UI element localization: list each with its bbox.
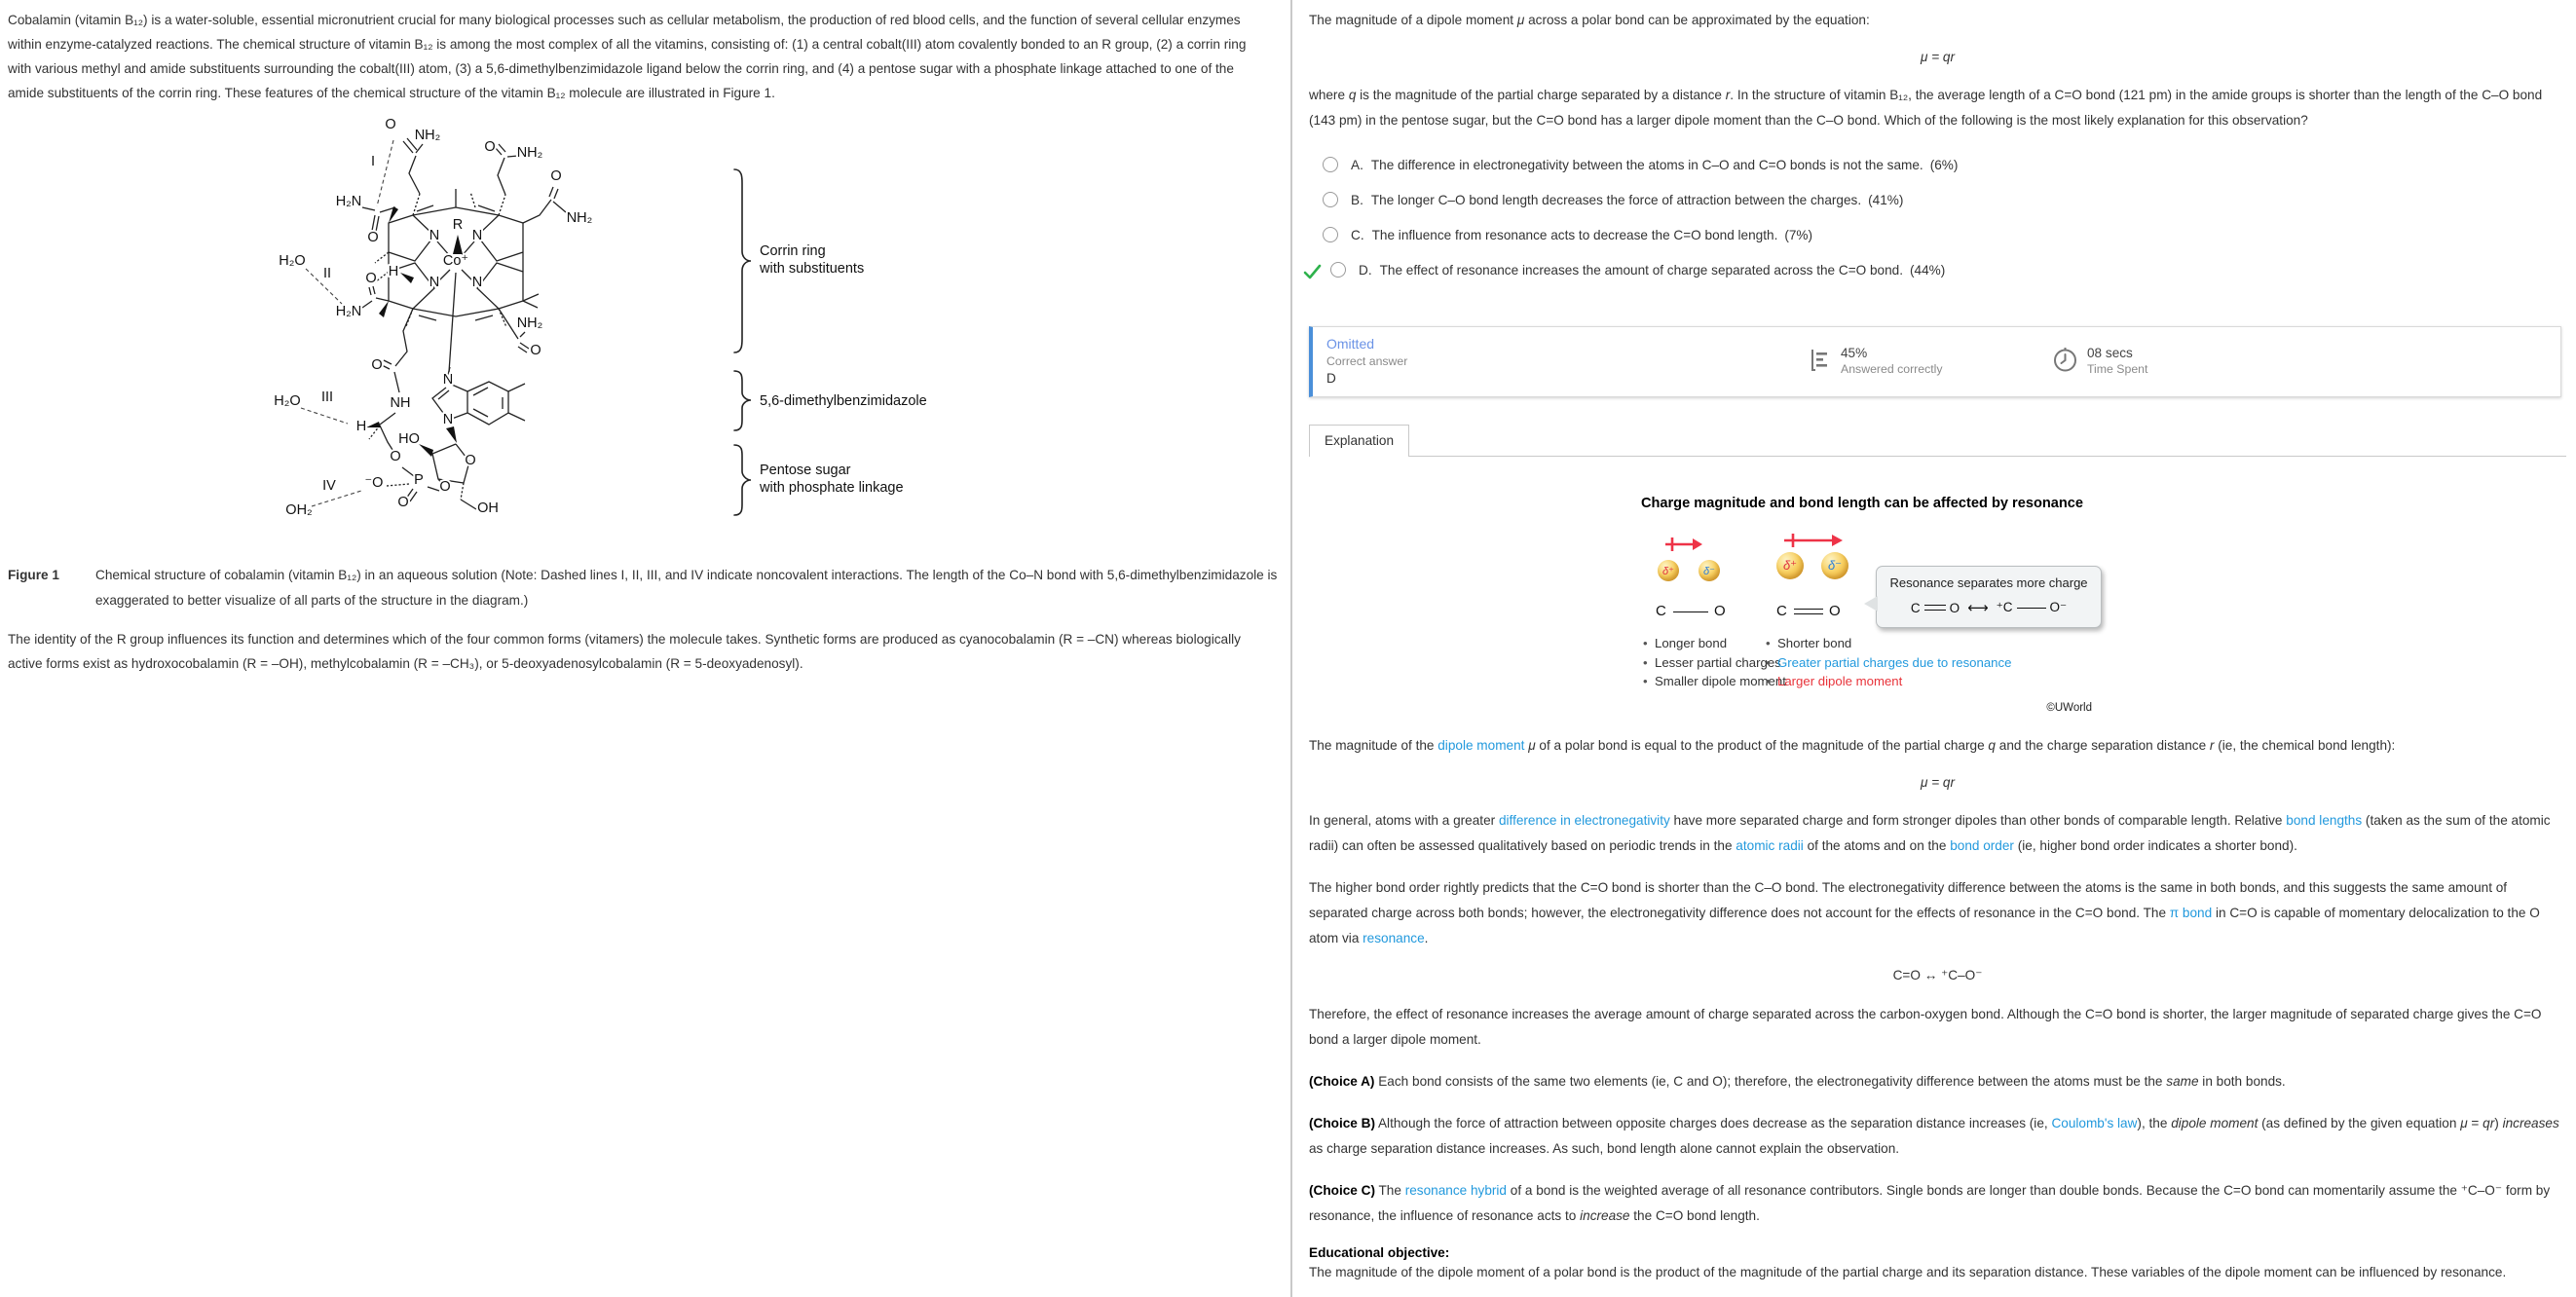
- option-a[interactable]: [1309, 153, 2566, 176]
- svg-text:NH₂: NH₂: [566, 210, 593, 226]
- option-c-percent: (7%): [1784, 227, 1813, 242]
- svg-text:Co⁺: Co⁺: [442, 253, 469, 269]
- figure-caption-text: Chemical structure of cobalamin (vitamin B₁₂) in an aqueous solution (Note: Dashed lines I, II, III, and IV indicate noncovalent interactions. The length of the Co–N bond with 5,6-dimethylbenzimidazole is exaggerated to better visualize of all parts of the structure in the diagram.): [95, 568, 1278, 608]
- svg-text:HO: HO: [398, 431, 420, 447]
- educational-objective: [1309, 1245, 2566, 1285]
- svg-text:Pentose sugar: Pentose sugar: [760, 463, 851, 478]
- svg-text:with phosphate linkage: with phosphate linkage: [760, 480, 904, 496]
- svg-text:H: H: [355, 419, 367, 434]
- svg-text:with substituents: with substituents: [760, 261, 865, 277]
- delta-minus-label: δ⁻: [1703, 565, 1715, 577]
- delta-plus-label: δ⁺: [1662, 565, 1674, 577]
- illustration-canvas: [1632, 521, 2092, 727]
- option-c-letter: C.: [1351, 227, 1364, 242]
- option-c-text: The influence from resonance acts to decrease the C=O bond length.: [1371, 227, 1778, 242]
- svg-text:O: O: [365, 271, 377, 286]
- option-d-percent: (44%): [1910, 262, 1946, 278]
- result-status: [1326, 336, 1809, 386]
- explanation-paragraph-2: In general, atoms with a greater difference in electronegativity have more separated charge and form stronger dipoles than other bonds of comparable length. Relative bond lengths (taken as the sum of the atomic radii) can often be assessed qualitatively based on periodic trends in the atomic radii of the atoms and on the bond order (ie, higher bond order indicates a shorter bond).: [1309, 813, 2551, 853]
- svg-text:O: O: [439, 479, 451, 495]
- svg-text:N: N: [429, 275, 440, 290]
- svg-text:⁻O: ⁻O: [364, 475, 384, 491]
- svg-text:III: III: [320, 389, 334, 405]
- callout-formula: [1885, 599, 2093, 616]
- double-bond-line: [1794, 609, 1823, 614]
- time-spent-value: 08 secs: [2087, 346, 2133, 360]
- option-b-text: The longer C–O bond length decreases the force of attraction between the charges.: [1370, 192, 1862, 207]
- formula-o2: O⁻: [2049, 600, 2068, 614]
- svg-text:OH₂: OH₂: [285, 502, 313, 518]
- option-b[interactable]: [1309, 188, 2566, 211]
- choice-c-explanation: (Choice C) The resonance hybrid of a bond is the weighted average of all resonance contributors. Single bonds are longer than double bonds. Because the C=O bond can momentarily assume the ⁺C–O⁻ form by resonance, the influence of resonance acts to increase the C=O bond length.: [1309, 1183, 2551, 1223]
- svg-text:N: N: [471, 275, 483, 290]
- svg-text:O: O: [484, 139, 496, 155]
- callout-text: Resonance separates more charge: [1889, 575, 2088, 590]
- bullet-greater-charges: • Greater partial charges due to resonance: [1765, 653, 2011, 673]
- svg-text:P: P: [414, 472, 424, 488]
- tab-row-rule: [1409, 425, 2566, 457]
- option-b-percent: (41%): [1868, 192, 1904, 207]
- small-dipole-arrow-icon: [1663, 535, 1702, 552]
- svg-text:N: N: [442, 412, 454, 427]
- double-bond-bullets: [1765, 634, 2011, 691]
- bullet-larger-dipole: • Larger dipole moment: [1765, 672, 2011, 691]
- option-b-letter: B.: [1351, 192, 1363, 207]
- option-d-text: The effect of resonance increases the amount of charge separated across the C=O bond.: [1379, 262, 1903, 278]
- result-status-label: Omitted: [1326, 336, 1375, 352]
- option-a-text: The difference in electronegativity between the atoms in C–O and C=O bonds is not the same.: [1370, 157, 1923, 172]
- svg-text:H: H: [388, 264, 399, 279]
- educational-objective-text: The magnitude of the dipole moment of a polar bond is the product of the magnitude of the partial charge and its separation distance. These variables of the dipole moment can be influenced by resonance.: [1309, 1265, 2507, 1279]
- double-bond-oxygen: O: [1829, 603, 1841, 619]
- svg-text:O: O: [390, 449, 401, 464]
- svg-text:NH: NH: [390, 395, 411, 411]
- bullet-longer-bond: • Longer bond: [1642, 634, 1786, 653]
- option-c-radio[interactable]: [1323, 227, 1338, 242]
- explanation-paragraph-3: The higher bond order rightly predicts that the C=O bond is shorter than the C–O bond. The electronegativity difference between the atoms is the same in both bonds, and this suggests the same amount of separated charge across both bonds; however, the electronegativity difference does not account for the effects of resonance in the C=O bond. The π bond in C=O is capable of momentary delocalization to the O atom via resonance.: [1309, 880, 2540, 945]
- svg-text:5,6-dimethylbenzimidazole: 5,6-dimethylbenzimidazole: [760, 393, 927, 409]
- large-dipole-arrow-icon: [1782, 531, 1843, 548]
- svg-text:II: II: [322, 266, 332, 281]
- small-delta-plus-sphere: [1658, 560, 1679, 581]
- bullet-lesser-charges: • Lesser partial charges: [1642, 653, 1786, 673]
- option-b-radio[interactable]: [1323, 192, 1338, 207]
- svg-text:NH₂: NH₂: [516, 315, 543, 331]
- educational-objective-label: Educational objective:: [1309, 1245, 1450, 1260]
- resonance-callout: [1876, 566, 2102, 628]
- passage-paragraph-1: Cobalamin (vitamin B₁₂) is a water-soluble, essential micronutrient crucial for many biological processes such as cellular metabolism, the production of red blood cells, and the function of several cellular enzymes within enzyme-catalyzed reactions. The chemical structure of vitamin B₁₂ is among the most complex of all the vitamins, consisting of: (1) a central cobalt(III) atom covalently bonded to an R group, (2) a corrin ring with various methyl and amide substituents surrounding the cobalt(III) atom, (3) a 5,6-dimethylbenzimidazole ligand below the corrin ring, and (4) a pentose sugar with a phosphate linkage attached to one of the amide substituents of the corrin ring. These features of the chemical structure of the vitamin B₁₂ molecule are illustrated in Figure 1.: [8, 13, 1247, 100]
- explanation-paragraph-1: The magnitude of the dipole moment μ of a polar bond is equal to the product of the magnitude of the partial charge q and the charge separation distance r (ie, the chemical bond length):: [1309, 738, 2396, 753]
- figure-caption: [8, 563, 1279, 613]
- option-a-radio[interactable]: [1323, 157, 1338, 172]
- clock-icon: [2052, 347, 2078, 376]
- svg-text:I: I: [370, 154, 376, 169]
- option-c[interactable]: [1309, 223, 2566, 246]
- question-equation: μ = qr: [1920, 50, 1956, 64]
- correct-answer-check-icon: [1303, 264, 1322, 283]
- answered-correctly-label: Answered correctly: [1841, 362, 1943, 376]
- resonance-equation: C=O ↔ ⁺C–O⁻: [1892, 968, 1983, 982]
- option-d-letter: D.: [1359, 262, 1372, 278]
- question-panel: [1295, 0, 2576, 1297]
- single-bond-carbon: C: [1656, 603, 1666, 619]
- explanation-tab-row: [1309, 425, 2566, 457]
- formula-double-bond: [1924, 605, 1946, 611]
- delta-minus-label: δ⁻: [1827, 558, 1843, 573]
- option-a-letter: A.: [1351, 157, 1363, 172]
- svg-text:O: O: [371, 357, 383, 373]
- explanation-illustration: [1632, 496, 2092, 727]
- panel-divider: [1290, 0, 1292, 1297]
- svg-text:N: N: [471, 228, 483, 243]
- brace-dimethylbenzimidazole: [734, 371, 751, 430]
- svg-text:H₂N: H₂N: [335, 194, 362, 209]
- brace-pentose-sugar: [734, 445, 751, 515]
- svg-text:N: N: [442, 372, 454, 388]
- svg-text:R: R: [452, 217, 464, 233]
- delta-plus-label: δ⁺: [1782, 558, 1798, 573]
- small-delta-minus-sphere: [1699, 560, 1720, 581]
- illustration-title: Charge magnitude and bond length can be affected by resonance: [1640, 496, 2084, 511]
- figure-structure: [8, 111, 1284, 551]
- question-body: where q is the magnitude of the partial charge separated by a distance r. In the structure of vitamin B₁₂, the average length of a C=O bond (121 pm) in the amide groups is shorter than the length of the C–O bond (143 pm) in the pentose sugar, but the C=O bond has a larger dipole moment than the C–O bond. Which of the following is the most likely explanation for this observation?: [1309, 88, 2543, 128]
- formula-c2: ⁺C: [1996, 600, 2013, 614]
- cobalamin-structure-diagram: [164, 111, 982, 551]
- result-stats-box: [1309, 326, 2561, 397]
- choice-a-explanation: (Choice A) Each bond consists of the same two elements (ie, C and O); therefore, the electronegativity difference between the atoms must be the same in both bonds.: [1309, 1074, 2286, 1089]
- time-spent-stat: [2052, 336, 2147, 386]
- time-spent-label: Time Spent: [2087, 362, 2148, 376]
- svg-text:O: O: [385, 117, 396, 132]
- svg-text:O: O: [465, 453, 476, 468]
- resonance-arrow: ⟷: [1967, 600, 1989, 616]
- correct-answer-value: D: [1326, 371, 1336, 386]
- svg-text:O: O: [367, 230, 379, 245]
- svg-text:O: O: [530, 343, 541, 358]
- svg-text:NH₂: NH₂: [414, 128, 441, 143]
- explanation-paragraph-4: Therefore, the effect of resonance increases the average amount of charge separated across the carbon-oxygen bond. Although the C=O bond is shorter, the larger magnitude of separated charge gives the C=O bond a larger dipole moment.: [1309, 1007, 2542, 1047]
- tab-explanation[interactable]: Explanation: [1309, 425, 1409, 457]
- formula-single-bond: [2017, 608, 2046, 609]
- svg-text:IV: IV: [322, 478, 336, 494]
- large-delta-plus-sphere: [1776, 552, 1804, 579]
- correct-answer-label: Correct answer: [1326, 354, 1408, 368]
- answer-options: [1309, 153, 2566, 281]
- svg-text:H₂N: H₂N: [335, 304, 362, 319]
- bar-chart-icon: [1809, 347, 1832, 376]
- svg-text:H₂O: H₂O: [274, 393, 301, 409]
- svg-text:NH₂: NH₂: [516, 145, 543, 161]
- option-a-percent: (6%): [1929, 157, 1959, 172]
- choice-b-explanation: (Choice B) Although the force of attraction between opposite charges does decrease as the separation distance increases (ie, Coulomb's law), the dipole moment (as defined by the given equation μ = qr) increases as charge separation distance increases. As such, bond length alone cannot explain the observation.: [1309, 1116, 2559, 1156]
- figure-caption-label: Figure 1: [8, 568, 59, 582]
- molecule-atom-labels: [274, 117, 926, 518]
- explanation-equation: μ = qr: [1920, 775, 1956, 790]
- question-intro: The magnitude of a dipole moment μ across a polar bond can be approximated by the equation:: [1309, 13, 1870, 27]
- large-delta-minus-sphere: [1821, 552, 1848, 579]
- single-bond-oxygen: O: [1714, 603, 1726, 619]
- formula-c1: C: [1910, 600, 1921, 615]
- svg-text:O: O: [550, 168, 562, 184]
- brace-corrin-ring: [734, 169, 751, 352]
- bullet-shorter-bond: • Shorter bond: [1765, 634, 2011, 653]
- svg-text:OH: OH: [477, 500, 499, 516]
- double-bond-carbon: C: [1776, 603, 1787, 619]
- svg-text:Corrin ring: Corrin ring: [760, 243, 826, 259]
- single-bond-line: [1673, 611, 1708, 612]
- svg-text:O: O: [397, 495, 409, 510]
- answered-correctly-stat: [1809, 336, 2052, 386]
- uworld-credit: ©UWorld: [2046, 702, 2092, 714]
- option-d-radio[interactable]: [1330, 262, 1346, 278]
- svg-text:N: N: [429, 228, 440, 243]
- svg-text:H₂O: H₂O: [279, 253, 306, 269]
- passage-panel: [0, 0, 1284, 1297]
- bullet-smaller-dipole: • Smaller dipole moment: [1642, 672, 1786, 691]
- answered-correctly-value: 45%: [1841, 346, 1868, 360]
- option-d[interactable]: [1309, 258, 2566, 281]
- formula-o1: O: [1949, 600, 1960, 615]
- passage-paragraph-2: The identity of the R group influences its function and determines which of the four common forms (vitamers) the molecule takes. Synthetic forms are produced as cyanocobalamin (R = –CN) whereas biologically active forms exist as hydroxocobalamin (R = –OH), methylcobalamin (R = –CH₃), or 5-deoxyadenosylcobalamin (R = 5-deoxyadenosyl).: [8, 632, 1241, 671]
